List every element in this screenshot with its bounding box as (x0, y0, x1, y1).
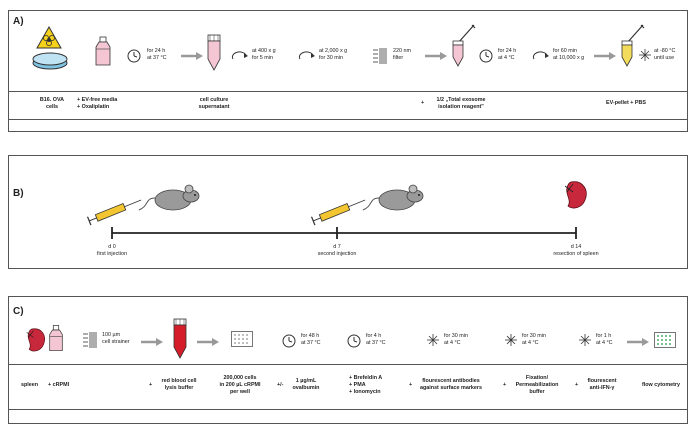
tube-icon (206, 35, 222, 71)
c-label-wells-3: per well (229, 389, 251, 395)
c-strainer-name: cell strainer (102, 339, 130, 345)
syringe-icon (309, 198, 369, 222)
panel-a-divider-top (9, 91, 687, 92)
a-label-supernatant-2: supernatant (198, 104, 230, 110)
c-label-surf-plus: + (409, 382, 413, 388)
c-label-lysis-plus: + (149, 382, 153, 388)
c-label-spleen: spleen (21, 382, 39, 388)
arrow-c1 (141, 338, 163, 346)
a-label-media-1: + EV-free media (77, 97, 118, 103)
a-label-reagent-plus: + (421, 100, 425, 106)
c-label-wells-1: 200,000 cells (223, 375, 257, 381)
c-label-fix-plus: + (503, 382, 507, 388)
tube-icon (452, 41, 464, 67)
arrow-a3 (594, 52, 616, 60)
centrifuge-icon (532, 51, 550, 63)
c-label-flow: flow cytometry (641, 382, 681, 388)
a-step4-name: filter (393, 55, 404, 61)
mouse-icon (361, 180, 427, 214)
mouse-icon (137, 180, 203, 214)
a-label-supernatant-1: cell culture (199, 97, 229, 103)
c-label-fix-1: Fixation/ (525, 375, 549, 381)
a-label-pellet: EV-pellet + PBS (606, 100, 646, 106)
clock-icon (479, 49, 493, 63)
c-step2-time: for 4 h (366, 333, 382, 339)
tube-icon (621, 41, 633, 67)
c-label-wells-2: in 200 µL cRPMI (219, 382, 261, 388)
a-step7-note: until use (654, 55, 675, 61)
c-label-ova-2: ovalbumin (292, 385, 320, 391)
c-label-fix-3: buffer (529, 389, 545, 395)
c-label-stim-2: + PMA (349, 382, 366, 388)
c-step4-time: for 30 min (522, 333, 546, 339)
timeline-event-2: resection of spleen (553, 251, 599, 257)
panel-b (8, 155, 688, 269)
c-label-crpmi: + cRPMI (48, 382, 70, 388)
c-label-ova-1: 1 µg/mL (295, 378, 317, 384)
c-label-surf-1: flourescent antibodies (422, 378, 480, 384)
a-step5-time: for 24 h (498, 48, 517, 54)
c-label-ifn-1: flourescent (587, 378, 617, 384)
a-step7-temp: at -80 °C (654, 48, 676, 54)
spleen-icon (25, 327, 47, 353)
c-step3-temp: at 4 °C (444, 340, 461, 346)
arrow-a2 (425, 52, 447, 60)
c-label-ifn-plus: + (575, 382, 579, 388)
c-label-ifn-2: anti-IFN-γ (589, 385, 615, 391)
c-label-stim-1: + Brefeldin A (349, 375, 383, 381)
c-step1-time: for 48 h (301, 333, 320, 339)
freezer-icon (579, 334, 591, 346)
medium-bottle-icon (47, 325, 65, 353)
arrow-c3 (627, 338, 649, 346)
timeline-day-0: d 0 (108, 244, 116, 250)
a-label-cells-2: cells (46, 104, 58, 110)
centrifuge-icon (231, 51, 249, 63)
flow-cytometer-icon (654, 332, 676, 348)
medium-bottle-icon (93, 37, 113, 67)
tube-icon (172, 319, 188, 359)
c-step4-temp: at 4 °C (522, 340, 539, 346)
petri-dish-icon (31, 51, 69, 71)
syringe-icon (85, 198, 145, 222)
a-step1-temp: at 37 °C (147, 55, 167, 61)
filter-icon (373, 47, 389, 65)
a-step3-speed: at 2,000 x g (319, 48, 348, 54)
panel-c (8, 296, 688, 424)
a-label-reagent-1: 1/2 „Total exosome (436, 97, 486, 103)
freezer-icon (505, 334, 517, 346)
biohazard-icon (36, 26, 62, 50)
panel-a-label: A) (13, 16, 24, 27)
a-step1-time: for 24 h (147, 48, 166, 54)
a-step2-time: for 5 min (252, 55, 273, 61)
timeline-day-1: d 7 (333, 244, 341, 250)
timeline-event-0: first injection (97, 251, 127, 257)
a-label-cells-1: B16. OVA (39, 97, 65, 103)
c-label-lysis-2: lysis buffer (164, 385, 194, 391)
well-plate-icon (231, 331, 253, 347)
a-step2-speed: at 400 x g (252, 48, 276, 54)
spleen-icon (563, 180, 589, 210)
panel-c-divider-top (9, 364, 687, 365)
c-step5-temp: at 4 °C (596, 340, 613, 346)
a-label-reagent-2: isolation reagent" (438, 104, 484, 110)
c-step5-time: for 1 h (596, 333, 612, 339)
c-step3-time: for 30 min (444, 333, 468, 339)
a-step6-time: for 60 min (553, 48, 577, 54)
clock-icon (347, 334, 361, 348)
c-step2-temp: at 37 °C (366, 340, 386, 346)
a-step5-temp: at 4 °C (498, 55, 515, 61)
panel-a-divider-bottom (9, 119, 687, 120)
a-step4-size: 220 nm (393, 48, 411, 54)
c-label-lysis-1: red blood cell (161, 378, 197, 384)
c-label-ova-pm: +/- (277, 382, 284, 388)
centrifuge-icon (298, 51, 316, 63)
panel-a (8, 10, 688, 132)
panel-c-divider-bottom (9, 409, 687, 410)
a-step6-speed: at 10,000 x g (553, 55, 585, 61)
c-label-fix-2: Permeabilization (515, 382, 559, 388)
clock-icon (127, 49, 141, 63)
a-step3-time: for 30 min (319, 55, 343, 61)
c-label-surf-2: against surface markers (419, 385, 483, 391)
a-label-media-2: + Oxaliplatin (77, 104, 110, 110)
c-strainer-size: 100 µm (102, 332, 121, 338)
timeline-event-1: second injection (317, 251, 357, 257)
arrow-a1 (181, 52, 203, 60)
arrow-c2 (197, 338, 219, 346)
timeline-day-2: d 14 (570, 244, 582, 250)
clock-icon (282, 334, 296, 348)
panel-b-label: B) (13, 188, 24, 199)
cell-strainer-icon (83, 331, 99, 349)
c-step1-temp: at 37 °C (301, 340, 321, 346)
panel-c-label: C) (13, 306, 24, 317)
freezer-icon (639, 49, 651, 61)
c-label-stim-3: + Ionomycin (349, 389, 381, 395)
freezer-icon (427, 334, 439, 346)
